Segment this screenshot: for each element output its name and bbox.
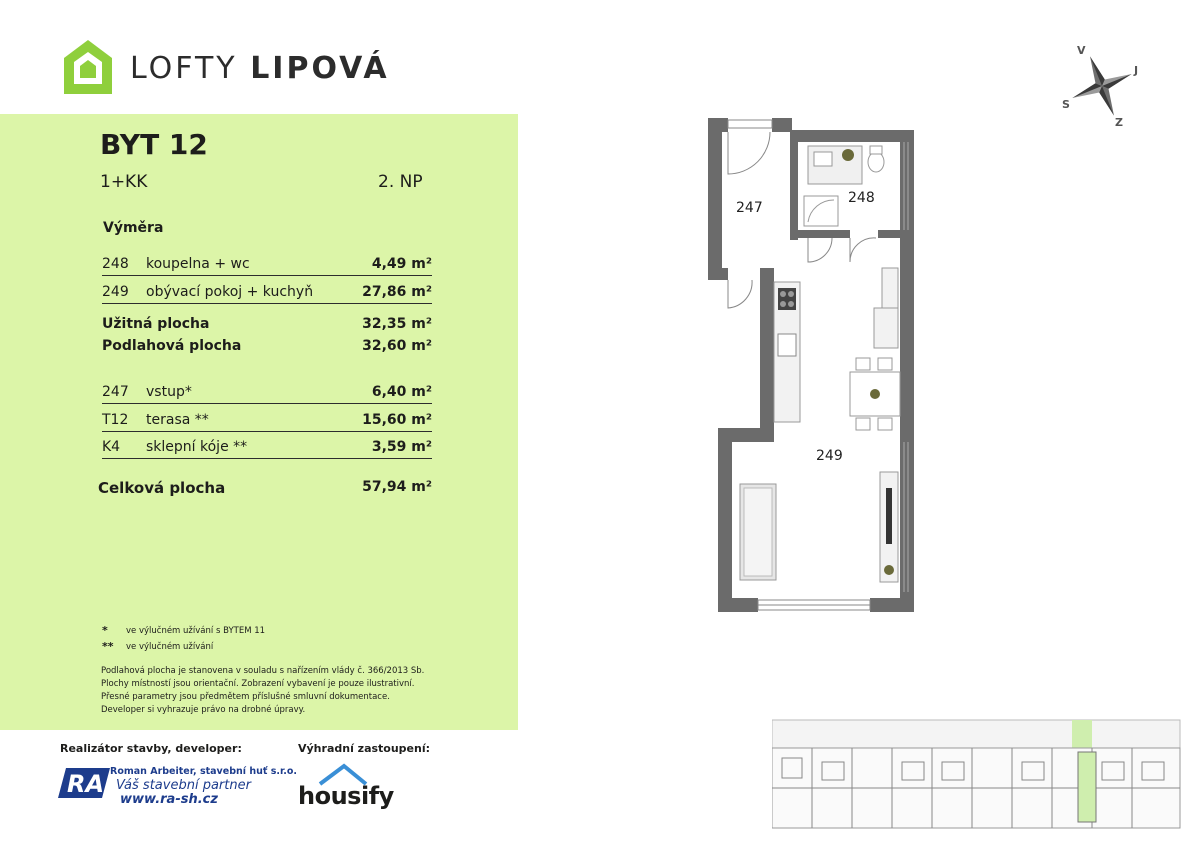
total-area: 32,35 m² — [362, 316, 432, 332]
developer-slogan: Váš stavební partner — [116, 778, 251, 793]
area-heading: Výměra — [103, 220, 164, 236]
disclaimer-line: Podlahová plocha je stanovena v souladu s nařízením vlády č. 366/2013 Sb. — [101, 666, 425, 676]
agent-label: Výhradní zastoupení: — [298, 742, 431, 755]
area-row — [102, 254, 432, 276]
extra-row — [102, 410, 432, 432]
footnote-mark: ** — [102, 640, 114, 653]
extra-code: T12 — [102, 412, 129, 428]
disclaimer — [101, 665, 481, 717]
unit-title: BYT 12 — [100, 128, 208, 161]
site-plan — [772, 718, 1182, 836]
footnote-mark: * — [102, 624, 108, 637]
unit-floor: 2. NP — [378, 172, 423, 192]
room-code: 248 — [102, 256, 129, 272]
grand-total-row — [98, 477, 432, 499]
extra-name: sklepní kóje ** — [146, 439, 248, 455]
disclaimer-line: Plochy místností jsou orientační. Zobrazení vybavení je pouze ilustrativní. — [101, 679, 415, 689]
house-leaf-icon — [60, 38, 116, 98]
area-row — [102, 282, 432, 304]
total-label: Užitná plocha — [102, 316, 210, 332]
extra-name: terasa ** — [146, 412, 209, 428]
compass-rose-icon — [1062, 44, 1148, 130]
footnote-text: ve výlučném užívání s BYTEM 11 — [126, 626, 266, 636]
extra-area: 6,40 m² — [371, 384, 432, 400]
disclaimer-line: Přesné parametry jsou předmětem příslušné smluvní dokumentace. — [101, 692, 390, 702]
compass-e: J — [1134, 64, 1139, 77]
compass-w: S — [1062, 98, 1070, 111]
ra-logo-text: RA — [67, 770, 105, 798]
extra-area: 3,59 m² — [371, 439, 432, 455]
room-label-247: 247 — [736, 200, 763, 216]
extra-name: vstup* — [146, 384, 192, 400]
unit-type: 1+KK — [100, 172, 148, 192]
compass-n: V — [1077, 44, 1086, 57]
site-terrace-highlight — [1072, 720, 1092, 748]
room-label-248: 248 — [848, 190, 875, 206]
developer-web-link[interactable]: www.ra-sh.cz — [120, 792, 218, 807]
extra-row — [102, 382, 432, 404]
room-area: 27,86 m² — [362, 284, 432, 300]
footnote-text: ve výlučném užívání — [126, 642, 214, 652]
extra-area: 15,60 m² — [362, 412, 432, 428]
grand-total-label: Celková plocha — [98, 479, 226, 497]
agent-name: housify — [298, 782, 394, 810]
total-row — [102, 336, 432, 358]
ra-logo-icon — [58, 764, 112, 800]
extra-code: 247 — [102, 384, 129, 400]
room-label-249: 249 — [816, 448, 843, 464]
developer-label: Realizátor stavby, developer: — [60, 742, 242, 755]
extra-code: K4 — [102, 439, 121, 455]
total-area: 32,60 m² — [362, 338, 432, 354]
room-name: koupelna + wc — [146, 256, 250, 272]
brand-word-2: LIPOVÁ — [250, 50, 390, 86]
developer-name: Roman Arbeiter, stavební huť s.r.o. — [110, 766, 298, 777]
brand-name — [130, 51, 390, 86]
extra-row — [102, 437, 432, 459]
room-area: 4,49 m² — [371, 256, 432, 272]
total-label: Podlahová plocha — [102, 338, 242, 354]
room-name: obývací pokoj + kuchyň — [146, 284, 314, 300]
brand-word-1: LOFTY — [130, 50, 238, 86]
brand-logo — [60, 38, 390, 98]
compass-s: Z — [1115, 116, 1123, 129]
grand-total-area: 57,94 m² — [362, 479, 432, 495]
room-code: 249 — [102, 284, 129, 300]
disclaimer-line: Developer si vyhrazuje právo na drobné úpravy. — [101, 705, 306, 715]
site-unit-highlight — [1078, 752, 1096, 822]
floor-plan — [690, 112, 930, 626]
total-row — [102, 314, 432, 336]
